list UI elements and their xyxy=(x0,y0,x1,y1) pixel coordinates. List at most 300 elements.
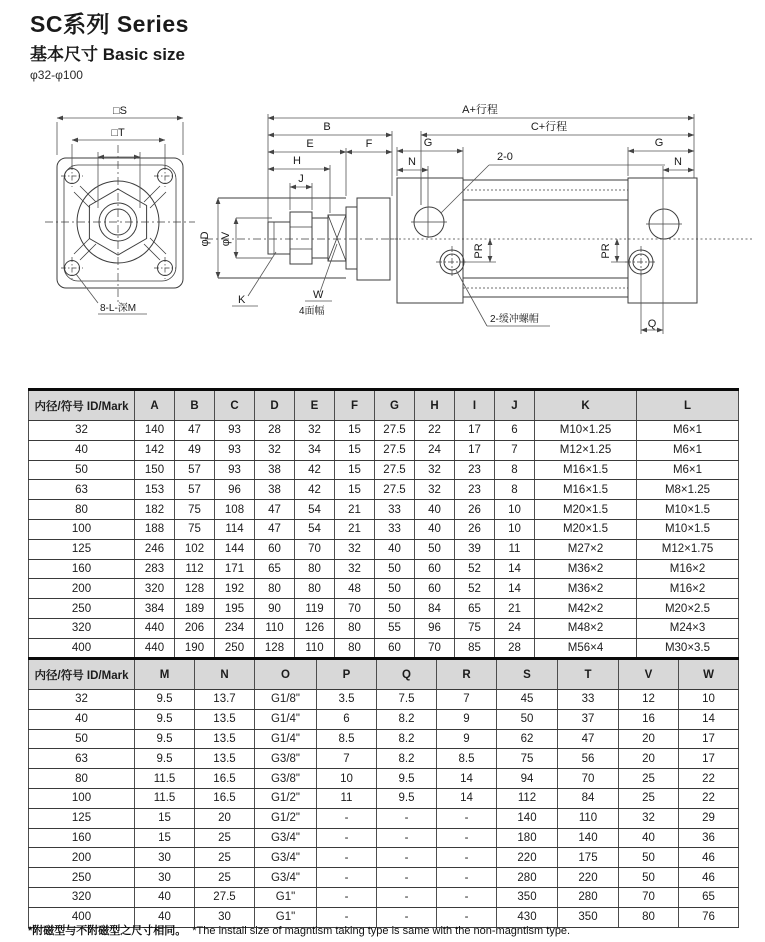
table-cell: M36×2 xyxy=(535,579,637,599)
table-cell: 250 xyxy=(29,868,135,888)
table-cell: 63 xyxy=(29,480,135,500)
table-row xyxy=(29,709,739,729)
table-cell: 40 xyxy=(29,440,135,460)
table-cell: 100 xyxy=(29,788,135,808)
table-cell: M16×1.5 xyxy=(535,460,637,480)
table-cell: 108 xyxy=(215,500,255,520)
table-cell: 125 xyxy=(29,539,135,559)
table-row xyxy=(29,808,739,828)
technical-drawing xyxy=(0,0,765,395)
table-cell: - xyxy=(377,828,437,848)
column-header: J xyxy=(495,390,535,421)
table-cell: 15 xyxy=(335,460,375,480)
table-row xyxy=(29,421,739,441)
table-cell: 140 xyxy=(497,808,558,828)
column-header: E xyxy=(295,390,335,421)
table-cell: M42×2 xyxy=(535,599,637,619)
table-cell: 3.5 xyxy=(317,690,377,710)
table-cell: M10×1.25 xyxy=(535,421,637,441)
table-cell: 27.5 xyxy=(375,421,415,441)
dim-label-G-left: G xyxy=(423,137,433,149)
table-cell: - xyxy=(377,907,437,927)
table-cell: - xyxy=(437,848,497,868)
table-cell: 320 xyxy=(135,579,175,599)
table-cell: M16×2 xyxy=(637,579,739,599)
table-cell: M10×1.5 xyxy=(637,519,739,539)
table-row xyxy=(29,749,739,769)
table-cell: - xyxy=(377,868,437,888)
table-cell: 32 xyxy=(255,440,295,460)
column-header: P xyxy=(317,659,377,690)
table-cell: 250 xyxy=(215,638,255,658)
table-cell: 27.5 xyxy=(195,887,255,907)
table-cell: 84 xyxy=(415,599,455,619)
section-title: 基本尺寸 Basic size xyxy=(30,45,185,64)
column-header: V xyxy=(619,659,679,690)
table-row xyxy=(29,559,739,579)
body-side-view xyxy=(390,114,752,334)
table-row xyxy=(29,887,739,907)
table-cell: 70 xyxy=(558,769,619,789)
table-cell: 38 xyxy=(255,460,295,480)
column-header: C xyxy=(215,390,255,421)
table-cell: 9.5 xyxy=(377,769,437,789)
table-cell: M27×2 xyxy=(535,539,637,559)
table-cell: 400 xyxy=(29,638,135,658)
table-cell: 220 xyxy=(558,868,619,888)
table-cell: 140 xyxy=(558,828,619,848)
table-cell: 29 xyxy=(679,808,739,828)
table-cell: 15 xyxy=(135,828,195,848)
dim-label-G-right: G xyxy=(654,137,664,149)
table-cell: 430 xyxy=(497,907,558,927)
table-cell: G1/2" xyxy=(255,808,317,828)
table-row xyxy=(29,480,739,500)
table-cell: 17 xyxy=(679,729,739,749)
dim-label-H: H xyxy=(293,155,301,167)
bore-range: φ32-φ100 xyxy=(30,68,83,82)
table-cell: 50 xyxy=(497,709,558,729)
dim-label-A-stroke: A+行程 xyxy=(462,104,498,116)
dim-label-J: J xyxy=(298,173,304,185)
table-cell: 13.5 xyxy=(195,709,255,729)
table-cell: - xyxy=(377,887,437,907)
table-cell: 63 xyxy=(29,749,135,769)
table-cell: 13.5 xyxy=(195,729,255,749)
table-cell: 8.2 xyxy=(377,749,437,769)
footnote-en: *The install size of magntism taking type is same with the non-magntism type. xyxy=(192,925,571,937)
table-cell: 320 xyxy=(29,887,135,907)
table-cell: 40 xyxy=(619,828,679,848)
table-cell: 25 xyxy=(195,828,255,848)
table-row xyxy=(29,440,739,460)
table-cell: 50 xyxy=(29,729,135,749)
table-cell: 8.2 xyxy=(377,729,437,749)
table-cell: 16.5 xyxy=(195,788,255,808)
table-cell: 110 xyxy=(255,618,295,638)
column-header: G xyxy=(375,390,415,421)
table-cell: 25 xyxy=(619,788,679,808)
table-cell: 384 xyxy=(135,599,175,619)
wrench-flats-note: 4面幅 xyxy=(299,306,325,317)
dim-label-D: φD xyxy=(199,231,211,247)
table-cell: 52 xyxy=(455,579,495,599)
table-cell: 11 xyxy=(495,539,535,559)
table-cell: 250 xyxy=(29,599,135,619)
table-cell: 47 xyxy=(255,500,295,520)
table-cell: 7.5 xyxy=(377,690,437,710)
table-row xyxy=(29,729,739,749)
table-cell: - xyxy=(437,808,497,828)
table-cell: 46 xyxy=(679,868,739,888)
table-cell: 32 xyxy=(295,421,335,441)
table-cell: 6 xyxy=(317,709,377,729)
table-cell: 102 xyxy=(175,539,215,559)
table-cell: 40 xyxy=(135,907,195,927)
table-cell: - xyxy=(317,828,377,848)
table-cell: 21 xyxy=(495,599,535,619)
dim-label-N-right: N xyxy=(674,156,682,168)
dim-label-PR-right: PR xyxy=(600,243,612,259)
table-cell: 160 xyxy=(29,828,135,848)
table-cell: 30 xyxy=(135,848,195,868)
table-row xyxy=(29,460,739,480)
table-cell: 40 xyxy=(415,519,455,539)
table-cell: 80 xyxy=(295,559,335,579)
port-circles xyxy=(411,207,682,239)
table-cell: 100 xyxy=(29,519,135,539)
table-cell: 24 xyxy=(415,440,455,460)
table-cell: 93 xyxy=(215,440,255,460)
dim-label-F: F xyxy=(365,138,373,150)
table-cell: 350 xyxy=(497,887,558,907)
column-header: L xyxy=(637,390,739,421)
table-cell: 8 xyxy=(495,480,535,500)
table-cell: 57 xyxy=(175,480,215,500)
table-cell: 11.5 xyxy=(135,788,195,808)
column-header: H xyxy=(415,390,455,421)
table-cell: 20 xyxy=(195,808,255,828)
column-header: F xyxy=(335,390,375,421)
column-header: Q xyxy=(377,659,437,690)
table-cell: M24×3 xyxy=(637,618,739,638)
table-cell: M8×1.25 xyxy=(637,480,739,500)
table-cell: 11.5 xyxy=(135,769,195,789)
footnote xyxy=(28,922,570,938)
table-cell: - xyxy=(317,808,377,828)
table-cell: 190 xyxy=(175,638,215,658)
table-cell: 93 xyxy=(215,460,255,480)
table-cell: 94 xyxy=(497,769,558,789)
table-cell: 65 xyxy=(255,559,295,579)
table-cell: 15 xyxy=(335,421,375,441)
table-cell: G3/8" xyxy=(255,769,317,789)
table-cell: 14 xyxy=(679,709,739,729)
table-cell: 52 xyxy=(455,559,495,579)
table-cell: 9.5 xyxy=(135,690,195,710)
table-cell: 10 xyxy=(495,500,535,520)
table-cell: 180 xyxy=(497,828,558,848)
table-row xyxy=(29,868,739,888)
table-cell: 50 xyxy=(619,868,679,888)
table-cell: 33 xyxy=(375,500,415,520)
table-cell: 9.5 xyxy=(135,709,195,729)
table-cell: G3/8" xyxy=(255,749,317,769)
table-row xyxy=(29,769,739,789)
table-cell: 38 xyxy=(255,480,295,500)
table-cell: 21 xyxy=(335,519,375,539)
table-cell: 9 xyxy=(437,729,497,749)
table-cell: 50 xyxy=(619,848,679,868)
table-cell: 50 xyxy=(29,460,135,480)
table-cell: - xyxy=(437,907,497,927)
table-cell: M20×2.5 xyxy=(637,599,739,619)
table-cell: 60 xyxy=(255,539,295,559)
page-title: SC系列 Series xyxy=(30,11,189,37)
table-cell: 49 xyxy=(175,440,215,460)
table-cell: 60 xyxy=(415,579,455,599)
table-cell: M16×1.5 xyxy=(535,480,637,500)
table-cell: 21 xyxy=(335,500,375,520)
table-cell: 45 xyxy=(497,690,558,710)
table-cell: 7 xyxy=(437,690,497,710)
table-cell: 75 xyxy=(175,519,215,539)
table-cell: 32 xyxy=(29,690,135,710)
table-row xyxy=(29,788,739,808)
table-cell: 24 xyxy=(495,618,535,638)
column-header: A xyxy=(135,390,175,421)
table-cell: 33 xyxy=(375,519,415,539)
table-cell: G1" xyxy=(255,887,317,907)
table-cell: 14 xyxy=(495,579,535,599)
table-cell: 112 xyxy=(175,559,215,579)
table-cell: 200 xyxy=(29,848,135,868)
table-cell: M36×2 xyxy=(535,559,637,579)
table-cell: 195 xyxy=(215,599,255,619)
table-cell: G1" xyxy=(255,907,317,927)
table-cell: 60 xyxy=(375,638,415,658)
table-cell: 65 xyxy=(455,599,495,619)
table-cell: 119 xyxy=(295,599,335,619)
table-cell: M20×1.5 xyxy=(535,500,637,520)
table-cell: 34 xyxy=(295,440,335,460)
mount-holes-label: 8-L-深M xyxy=(100,303,137,314)
table-cell: 220 xyxy=(497,848,558,868)
table-cell: 30 xyxy=(195,907,255,927)
table-cell: 22 xyxy=(679,788,739,808)
table-cell: G1/4" xyxy=(255,729,317,749)
table-row xyxy=(29,618,739,638)
column-header: B xyxy=(175,390,215,421)
rod-end-view xyxy=(199,102,694,317)
table-cell: 22 xyxy=(415,421,455,441)
table-cell: 23 xyxy=(455,480,495,500)
table-row xyxy=(29,848,739,868)
table-cell: 10 xyxy=(679,690,739,710)
table-row xyxy=(29,500,739,520)
table-cell: - xyxy=(317,907,377,927)
table-cell: 171 xyxy=(215,559,255,579)
table-cell: 15 xyxy=(335,480,375,500)
table-cell: 12 xyxy=(619,690,679,710)
table-cell: 350 xyxy=(558,907,619,927)
table-cell: 126 xyxy=(295,618,335,638)
table-cell: 17 xyxy=(455,421,495,441)
table-cell: 40 xyxy=(415,500,455,520)
table-cell: M6×1 xyxy=(637,440,739,460)
table-row xyxy=(29,579,739,599)
table-cell: - xyxy=(317,848,377,868)
table-cell: 13.5 xyxy=(195,749,255,769)
table-cell: 144 xyxy=(215,539,255,559)
table-cell: - xyxy=(377,848,437,868)
table-cell: 15 xyxy=(135,808,195,828)
column-header: S xyxy=(497,659,558,690)
table-row xyxy=(29,539,739,559)
table-cell: 142 xyxy=(135,440,175,460)
table-cell: 11 xyxy=(317,788,377,808)
table-cell: M10×1.5 xyxy=(637,500,739,520)
table-cell: 8.5 xyxy=(437,749,497,769)
table-cell: 32 xyxy=(335,559,375,579)
table-cell: 246 xyxy=(135,539,175,559)
dim-label-Q: Q xyxy=(647,318,657,330)
table-cell: 93 xyxy=(215,421,255,441)
table-row xyxy=(29,828,739,848)
table-cell: 192 xyxy=(215,579,255,599)
table-cell: 42 xyxy=(295,460,335,480)
table-cell: 32 xyxy=(29,421,135,441)
table-cell: 47 xyxy=(175,421,215,441)
table-cell: 28 xyxy=(255,421,295,441)
table-cell: 36 xyxy=(679,828,739,848)
table-cell: 80 xyxy=(29,769,135,789)
table-cell: - xyxy=(317,868,377,888)
column-header: T xyxy=(558,659,619,690)
table-cell: 280 xyxy=(558,887,619,907)
table-cell: 206 xyxy=(175,618,215,638)
table-cell: 14 xyxy=(437,788,497,808)
table-cell: 56 xyxy=(558,749,619,769)
table-cell: 200 xyxy=(29,579,135,599)
table-cell: 32 xyxy=(335,539,375,559)
table-cell: M6×1 xyxy=(637,421,739,441)
table-cell: 182 xyxy=(135,500,175,520)
table-cell: M12×1.75 xyxy=(637,539,739,559)
table-cell: 42 xyxy=(295,480,335,500)
table-row xyxy=(29,519,739,539)
table-cell: 96 xyxy=(215,480,255,500)
dim-label-N-left: N xyxy=(408,156,416,168)
table-cell: 188 xyxy=(135,519,175,539)
table-cell: 75 xyxy=(497,749,558,769)
column-header: N xyxy=(195,659,255,690)
table-cell: 54 xyxy=(295,500,335,520)
column-header: I xyxy=(455,390,495,421)
table-cell: 234 xyxy=(215,618,255,638)
table-cell: 16 xyxy=(619,709,679,729)
table-cell: 26 xyxy=(455,519,495,539)
spec-table-basic-dims-2 xyxy=(28,657,739,928)
table-cell: 320 xyxy=(29,618,135,638)
column-header: 内径/符号 ID/Mark xyxy=(29,659,135,690)
column-header: M xyxy=(135,659,195,690)
table-cell: 125 xyxy=(29,808,135,828)
table-cell: 15 xyxy=(335,440,375,460)
table-cell: 48 xyxy=(335,579,375,599)
table-cell: 110 xyxy=(295,638,335,658)
column-header: 内径/符号 ID/Mark xyxy=(29,390,135,421)
table-cell: 32 xyxy=(415,480,455,500)
table-cell: 25 xyxy=(195,868,255,888)
spec-table-basic-dims-1 xyxy=(28,388,739,659)
table-cell: 16.5 xyxy=(195,769,255,789)
table-cell: 47 xyxy=(558,729,619,749)
table-cell: 175 xyxy=(558,848,619,868)
dim-label-C-stroke: C+行程 xyxy=(530,121,568,133)
table-cell: 128 xyxy=(175,579,215,599)
table-cell: - xyxy=(437,887,497,907)
table-cell: M48×2 xyxy=(535,618,637,638)
table-cell: 7 xyxy=(317,749,377,769)
dim-label-E: E xyxy=(306,138,314,150)
table-cell: 40 xyxy=(135,887,195,907)
table-cell: 7 xyxy=(495,440,535,460)
table-row xyxy=(29,599,739,619)
column-header: W xyxy=(679,659,739,690)
table-cell: 96 xyxy=(415,618,455,638)
table-cell: 33 xyxy=(558,690,619,710)
table-cell: 150 xyxy=(135,460,175,480)
table-cell: 50 xyxy=(375,559,415,579)
table-cell: - xyxy=(437,868,497,888)
table-cell: 40 xyxy=(375,539,415,559)
dim-label-T: □T xyxy=(111,127,125,139)
table-cell: 189 xyxy=(175,599,215,619)
table-cell: 40 xyxy=(29,709,135,729)
table-cell: M6×1 xyxy=(637,460,739,480)
table-cell: 23 xyxy=(455,460,495,480)
table-cell: 160 xyxy=(29,559,135,579)
table-cell: 39 xyxy=(455,539,495,559)
table-cell: 55 xyxy=(375,618,415,638)
table-cell: 140 xyxy=(135,421,175,441)
table-cell: 32 xyxy=(619,808,679,828)
table-cell: 20 xyxy=(619,749,679,769)
table-cell: 9.5 xyxy=(135,729,195,749)
table-cell: 27.5 xyxy=(375,480,415,500)
table-cell: G1/4" xyxy=(255,709,317,729)
table-cell: 54 xyxy=(295,519,335,539)
dim-label-K: K xyxy=(238,294,246,306)
table-cell: 440 xyxy=(135,618,175,638)
dim-label-W: W xyxy=(313,289,324,301)
table-cell: 20 xyxy=(619,729,679,749)
table-cell: 14 xyxy=(437,769,497,789)
table-cell: 114 xyxy=(215,519,255,539)
table-cell: G3/4" xyxy=(255,868,317,888)
table-cell: 25 xyxy=(195,848,255,868)
table-cell: 60 xyxy=(415,559,455,579)
table-cell: 14 xyxy=(495,559,535,579)
table-cell: 30 xyxy=(135,868,195,888)
table-cell: 62 xyxy=(497,729,558,749)
table-cell: 80 xyxy=(335,638,375,658)
table-cell: 9 xyxy=(437,709,497,729)
table-cell: 22 xyxy=(679,769,739,789)
table-cell: 10 xyxy=(317,769,377,789)
table-cell: 9.5 xyxy=(377,788,437,808)
